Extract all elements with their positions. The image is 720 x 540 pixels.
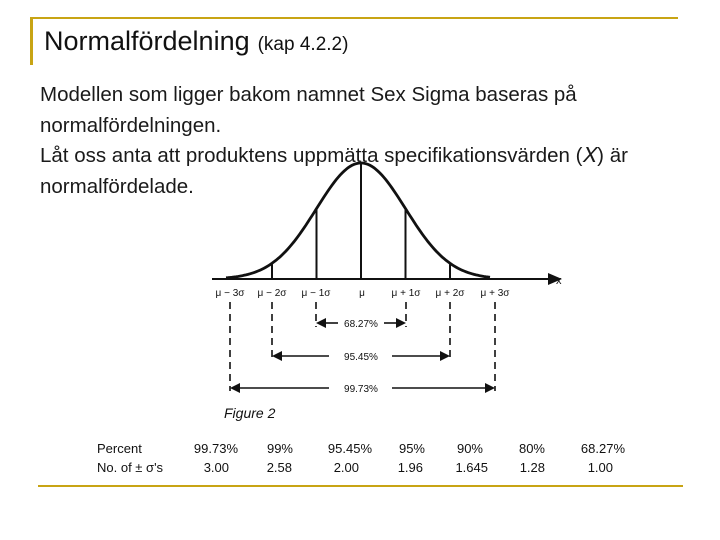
figure-caption: Figure 2: [224, 405, 276, 421]
interval-label-3sigma: 99.73%: [344, 384, 378, 395]
tick-label-mu: μ: [359, 288, 365, 299]
table-cell: 3.00: [203, 460, 229, 475]
slide-frame-bottom-line: [38, 485, 683, 487]
table-row2-label: No. of ± σ's: [97, 460, 164, 475]
tick-label-plus2: μ + 2σ: [435, 288, 465, 299]
interval-label-1sigma: 68.27%: [344, 319, 378, 330]
table-cell: 80%: [518, 441, 545, 456]
table-row2-values: [204, 460, 613, 475]
body-paragraph-1: Modellen som ligger bakom namnet Sex Sigma baseras på normalfördelningen.: [40, 83, 577, 137]
table-cell: 1.28: [519, 460, 545, 475]
tick-label-minus3: μ − 3σ: [215, 288, 245, 299]
tick-label-plus3: μ + 3σ: [480, 288, 510, 299]
table-row1-label: Percent: [97, 441, 142, 456]
percent-sigma-table: [97, 441, 625, 475]
tick-labels: [216, 288, 511, 299]
table-cell: 2.58: [266, 460, 292, 475]
tick-label-minus2: μ − 2σ: [257, 288, 287, 299]
interval-label-2sigma: 95.45%: [344, 352, 378, 363]
dashed-drop-lines: [230, 302, 495, 391]
slide-body: [40, 80, 710, 202]
table-cell: 1.00: [587, 460, 613, 475]
table-cell: 95.45%: [327, 441, 372, 456]
table-cell: 99%: [266, 441, 293, 456]
tick-label-plus1: μ + 1σ: [391, 288, 421, 299]
table-cell: 1.645: [455, 460, 488, 475]
tick-label-minus1: μ − 1σ: [301, 288, 331, 299]
table-row1-values: [194, 441, 626, 456]
table-cell: 68.27%: [580, 441, 625, 456]
table-cell: 99.73%: [193, 441, 238, 456]
x-axis-label: x: [556, 275, 562, 287]
table-cell: 95%: [398, 441, 425, 456]
interval-labels: [344, 319, 378, 395]
title-text: Normalfördelning: [44, 26, 250, 56]
body-paragraph-2: Låt oss anta att produktens uppmätta specifikationsvärden (𝑋) är normalfördelade.: [40, 144, 628, 198]
table-cell: 90%: [456, 441, 483, 456]
table-cell: 2.00: [333, 460, 359, 475]
title-reference: (kap 4.2.2): [257, 34, 349, 55]
table-cell: 1.96: [397, 460, 423, 475]
